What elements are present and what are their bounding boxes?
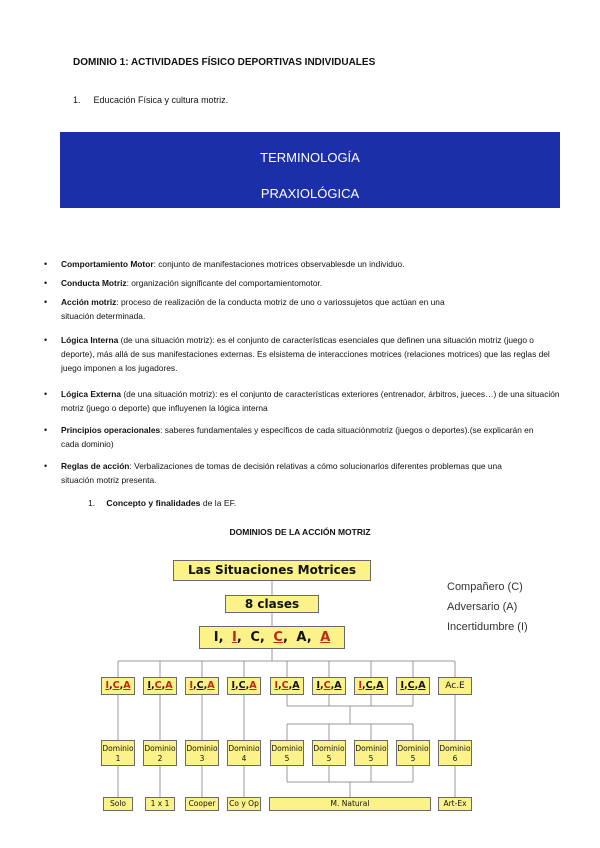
classes-label: 8 clases xyxy=(244,597,300,611)
section-label: Concepto y finalidades xyxy=(106,498,201,508)
banner-line-1: TERMINOLOGÍA xyxy=(260,150,360,165)
dominio-label: Dominio xyxy=(186,744,218,753)
ica-letter-a: A xyxy=(376,680,384,691)
ica-A: A, xyxy=(296,630,312,645)
bullet-icon: • xyxy=(44,259,48,269)
definition-term: Principios operacionales xyxy=(61,425,161,435)
ica-letter-a: A xyxy=(207,680,215,691)
bottom-box-co-y-op xyxy=(227,797,261,811)
bottom-label: Art-Ex xyxy=(443,799,467,808)
ica-letter-a: A xyxy=(165,680,173,691)
ica-letter-c: C xyxy=(323,680,331,691)
bottom-label: 1 x 1 xyxy=(150,799,170,808)
ica-letter-i: I xyxy=(316,680,320,691)
ica-node: I,C,A xyxy=(354,677,388,695)
definition-term: Lógica Interna xyxy=(61,335,119,345)
bullet-icon: • xyxy=(44,461,48,471)
ica-node: I,C,A xyxy=(227,677,261,695)
definition-term: Comportamiento Motor xyxy=(61,259,154,269)
page-title: DOMINIO 1: ACTIVIDADES FÍSICO DEPORTIVAS INDIVIDUALES xyxy=(73,57,376,68)
dominio-label: Dominio xyxy=(102,744,134,753)
ace-label: Ac.E xyxy=(445,681,465,691)
section-number: 1. xyxy=(88,498,96,508)
bottom-box-cooper xyxy=(185,797,219,811)
ica-I-neg: I xyxy=(232,630,237,645)
ica-letter-i: I xyxy=(400,680,404,691)
dominio-box xyxy=(143,740,177,766)
bottom-label: Cooper xyxy=(188,799,216,808)
bullet-icon: • xyxy=(44,389,48,399)
dominio-label: Dominio xyxy=(397,744,429,753)
definition-term: Conducta Motriz xyxy=(61,278,127,288)
ocho-clases-box xyxy=(225,595,319,613)
legend-adversario: Adversario (A) xyxy=(447,601,518,613)
bottom-box-solo xyxy=(103,797,133,811)
dominio-label: Dominio xyxy=(355,744,387,753)
ica-letter-i: I xyxy=(189,680,193,691)
dominio-label: Dominio xyxy=(271,744,303,753)
ica-node: I,C,A xyxy=(185,677,219,695)
dominio-number: 5 xyxy=(284,754,290,763)
ica-summary-box: I, I, C, C, A, A xyxy=(199,626,345,649)
dominio-number: 1 xyxy=(115,754,121,763)
diagram-title: DOMINIOS DE LA ACCIÓN MOTRIZ xyxy=(229,527,371,537)
section-suffix: de la EF. xyxy=(200,498,237,508)
bullet-icon: • xyxy=(44,297,48,307)
bottom-label: Co y Op xyxy=(229,799,259,808)
section-text: Educación Física y cultura motriz. xyxy=(93,95,229,105)
definition-text: (de una situación motriz): es el conjunto de características exteriores (entrenador, árbitros, jueces…) de una situación motriz (juego o deporte) que influyenen la lógica interna xyxy=(61,389,560,413)
ica-letter-a: A xyxy=(292,680,300,691)
bottom-label: Solo xyxy=(109,799,127,808)
definition-term: Acción motriz xyxy=(61,297,117,307)
ica-C-neg: C xyxy=(273,630,283,645)
dominio-number: 4 xyxy=(241,754,247,763)
section-number: 1. xyxy=(73,95,81,105)
situaciones-motrices-box xyxy=(173,560,371,581)
ica-letter-c: C xyxy=(154,680,162,691)
dominio-box xyxy=(270,740,304,766)
dominio-label: Dominio xyxy=(439,744,471,753)
ica-letter-a: A xyxy=(334,680,342,691)
definition-term: Reglas de acción xyxy=(61,461,130,471)
ica-letter-c: C xyxy=(112,680,120,691)
bottom-box-1x1 xyxy=(145,797,175,811)
banner-line-2: PRAXIOLÓGICA xyxy=(260,186,360,201)
definition-text: : proceso de realización de la conducta motriz de uno o variossujetos que actúan en una situación determinada. xyxy=(61,297,445,321)
ace-box xyxy=(438,677,472,695)
ica-I: I, xyxy=(213,630,224,645)
definition-text: (de una situación motriz): es el conjunto de características esenciales que definen una situación motriz (juego o deporte), más allá de sus manifestaciones externas. Es elsistema de interacciones motrices (relaciones motrices) que las reglas del juego imponen a los jugadores. xyxy=(61,335,550,373)
legend-incertidumbre: Incertidumbre (I) xyxy=(447,621,528,633)
ica-letter-c: C xyxy=(407,680,415,691)
definition-text: : conjunto de manifestaciones motrices observablesde un individuo. xyxy=(153,259,405,269)
ica-C: C, xyxy=(250,630,265,645)
ica-node: I,C,A xyxy=(312,677,346,695)
dominio-label: Dominio xyxy=(228,744,260,753)
dominio-box xyxy=(438,740,472,766)
bullet-icon: • xyxy=(44,425,48,435)
dominio-box xyxy=(101,740,135,766)
definition-text: : organización significante del comportamientomotor. xyxy=(126,278,323,288)
ica-letter-i: I xyxy=(147,680,151,691)
dominio-number: 3 xyxy=(199,754,205,763)
ica-letter-a: A xyxy=(123,680,131,691)
ica-node: I,C,A xyxy=(101,677,135,695)
legend-companero: Compañero (C) xyxy=(447,581,523,593)
ica-node: I,C,A xyxy=(143,677,177,695)
dominio-box xyxy=(396,740,430,766)
dominio-box xyxy=(185,740,219,766)
dominio-label: Dominio xyxy=(313,744,345,753)
dominio-label: Dominio xyxy=(144,744,176,753)
top-box-label: Las Situaciones Motrices xyxy=(187,563,357,577)
definition-text: : saberes fundamentales y específicos de cada situaciónmotriz (juegos o deportes).(se explicarán en cada dominio) xyxy=(61,425,534,449)
dominio-number: 5 xyxy=(368,754,374,763)
dominio-box xyxy=(354,740,388,766)
ica-letter-c: C xyxy=(365,680,373,691)
dominio-number: 5 xyxy=(410,754,416,763)
dominio-box xyxy=(227,740,261,766)
bottom-label: M. Natural xyxy=(330,799,370,808)
definition-text: : Verbalizaciones de tomas de decisión relativas a cómo solucionarlos diferentes problemas que una situación motriz presenta. xyxy=(61,461,502,485)
ica-letter-c: C xyxy=(196,680,204,691)
bullet-icon: • xyxy=(44,335,48,345)
dominio-number: 2 xyxy=(157,754,163,763)
ica-letter-a: A xyxy=(249,680,257,691)
definition-term: Lógica Externa xyxy=(61,389,122,399)
ica-letter-i: I xyxy=(105,680,109,691)
ica-A-neg: A xyxy=(320,630,331,645)
ica-letter-c: C xyxy=(238,680,246,691)
ica-letter-i: I xyxy=(274,680,278,691)
dominio-box xyxy=(312,740,346,766)
ica-node: I,C,A xyxy=(270,677,304,695)
bottom-box-m-natural xyxy=(269,797,431,811)
dominio-number: 6 xyxy=(452,754,458,763)
ica-node: I,C,A xyxy=(396,677,430,695)
ica-letter-c: C xyxy=(281,680,289,691)
dominio-number: 5 xyxy=(326,754,332,763)
ica-letter-a: A xyxy=(418,680,426,691)
bullet-icon: • xyxy=(44,278,48,288)
bottom-box-art-ex xyxy=(438,797,472,811)
ica-letter-i: I xyxy=(231,680,235,691)
ica-letter-i: I xyxy=(358,680,362,691)
